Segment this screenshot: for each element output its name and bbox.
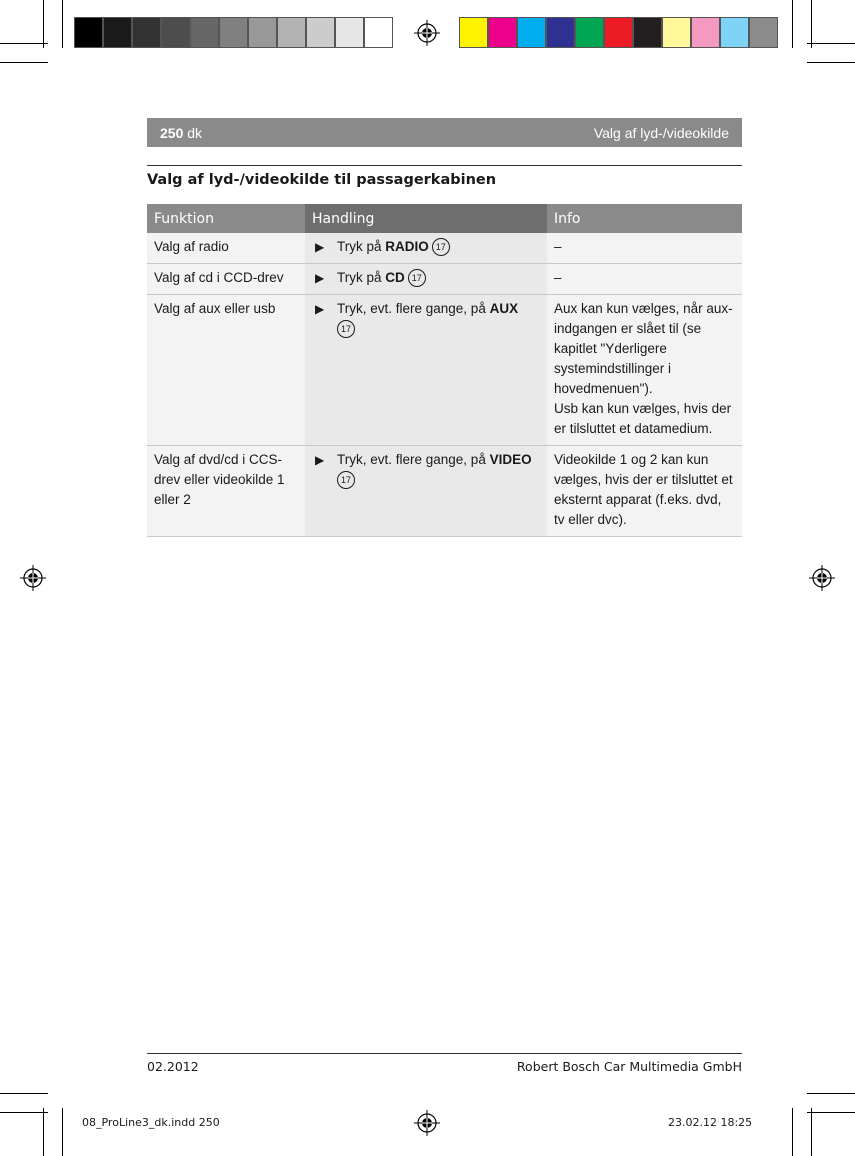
color-swatch (720, 17, 749, 48)
funktion-cell: Valg af dvd/cd i CCS-drev eller videokilde 1 eller 2 (147, 446, 305, 536)
crop-mark (792, 0, 793, 48)
button-name: VIDEO (489, 452, 532, 467)
crop-mark (62, 1108, 63, 1156)
crop-mark (792, 1108, 793, 1156)
color-swatch (633, 17, 662, 48)
reference-number-icon: 17 (408, 269, 426, 287)
crop-mark (807, 1112, 855, 1113)
print-slug-timestamp: 23.02.12 18:25 (668, 1116, 753, 1129)
reference-number-icon: 17 (432, 238, 450, 256)
funktion-cell: Valg af aux eller usb (147, 295, 305, 445)
handling-text (337, 237, 450, 257)
crop-mark (0, 1112, 48, 1113)
handling-cell (305, 446, 547, 536)
info-text: Aux kan kun vælges, når aux-indgangen er slået til (se kapitlet "Yderligere systemindstillinger i hovedmenuen"). (554, 301, 733, 396)
column-header-funktion: Funktion (154, 210, 214, 227)
page-footer (147, 1059, 742, 1074)
color-swatch (103, 17, 132, 48)
funktion-cell: Valg af cd i CCD-drev (147, 264, 305, 294)
crop-mark (43, 1108, 44, 1156)
crop-mark (807, 62, 855, 63)
print-slug-file: 08_ProLine3_dk.indd 250 (82, 1116, 220, 1129)
crop-mark (43, 0, 44, 48)
color-swatch (335, 17, 364, 48)
info-cell (547, 295, 742, 445)
table-row (147, 264, 742, 295)
color-swatch (517, 17, 546, 48)
column-header-handling: Handling (305, 204, 547, 233)
page-title: Valg af lyd-/videokilde til passagerkabinen (147, 172, 497, 188)
handling-text (337, 299, 518, 439)
column-header-info: Info (554, 210, 581, 227)
crop-mark (811, 1108, 812, 1156)
crop-mark (811, 0, 812, 48)
handling-text (337, 450, 532, 530)
info-cell: – (547, 264, 742, 294)
color-swatch (74, 17, 103, 48)
color-swatch (749, 17, 778, 48)
handling-cell (305, 264, 547, 294)
table-header (147, 204, 742, 233)
color-swatch (132, 17, 161, 48)
color-swatch (161, 17, 190, 48)
page-number: 250 (160, 124, 184, 141)
table-row (147, 295, 742, 446)
step-arrow-icon: ▶ (315, 453, 325, 467)
source-selection-table (147, 204, 742, 537)
handling-prefix: Tryk, evt. flere gange, på (337, 301, 490, 316)
step-arrow-icon: ▶ (315, 271, 325, 285)
registration-mark-icon (414, 20, 440, 46)
registration-mark-icon (414, 1110, 440, 1136)
funktion-cell: Valg af radio (147, 233, 305, 263)
crop-mark (0, 43, 48, 44)
handling-cell (305, 233, 547, 263)
running-section-title: Valg af lyd-/videokilde (593, 124, 729, 141)
color-swatch (190, 17, 219, 48)
crop-mark (0, 62, 48, 63)
table-row (147, 233, 742, 264)
reference-number-icon: 17 (337, 320, 355, 338)
footer-rule (147, 1053, 742, 1054)
registration-mark-icon (20, 565, 46, 591)
language-code: dk (187, 124, 203, 141)
color-swatch (575, 17, 604, 48)
color-swatch (488, 17, 517, 48)
handling-prefix: Tryk, evt. flere gange, på (337, 452, 490, 467)
crop-mark (62, 0, 63, 48)
crop-mark (807, 43, 855, 44)
process-color-bar (459, 17, 778, 48)
color-swatch (277, 17, 306, 48)
step-arrow-icon: ▶ (315, 302, 325, 316)
page-number-label (160, 125, 202, 141)
color-swatch (306, 17, 335, 48)
step-arrow-icon: ▶ (315, 240, 325, 254)
page-header (147, 118, 742, 147)
color-swatch (546, 17, 575, 48)
info-cell: Videokilde 1 og 2 kan kun vælges, hvis der er tilsluttet et eksternt apparat (f.eks. dvd, tv eller dvc). (547, 446, 742, 536)
color-swatch (364, 17, 393, 48)
grayscale-color-bar (74, 17, 393, 48)
table-row (147, 446, 742, 537)
color-swatch (604, 17, 633, 48)
crop-mark (807, 1093, 855, 1094)
handling-cell (305, 295, 547, 445)
footer-date: 02.2012 (147, 1059, 199, 1074)
button-name: AUX (489, 301, 519, 316)
handling-prefix: Tryk på (337, 239, 386, 254)
handling-prefix: Tryk på (337, 270, 386, 285)
color-swatch (219, 17, 248, 48)
header-rule (147, 165, 742, 166)
info-cell: – (547, 233, 742, 263)
reference-number-icon: 17 (337, 471, 355, 489)
footer-company: Robert Bosch Car Multimedia GmbH (516, 1059, 742, 1074)
crop-mark (0, 1093, 48, 1094)
handling-text (337, 268, 426, 288)
color-swatch (248, 17, 277, 48)
info-text: Usb kan kun vælges, hvis der er tilsluttet et datamedium. (554, 401, 732, 436)
registration-mark-icon (809, 565, 835, 591)
color-swatch (662, 17, 691, 48)
color-swatch (691, 17, 720, 48)
button-name: RADIO (385, 239, 429, 254)
button-name: CD (385, 270, 405, 285)
color-swatch (459, 17, 488, 48)
